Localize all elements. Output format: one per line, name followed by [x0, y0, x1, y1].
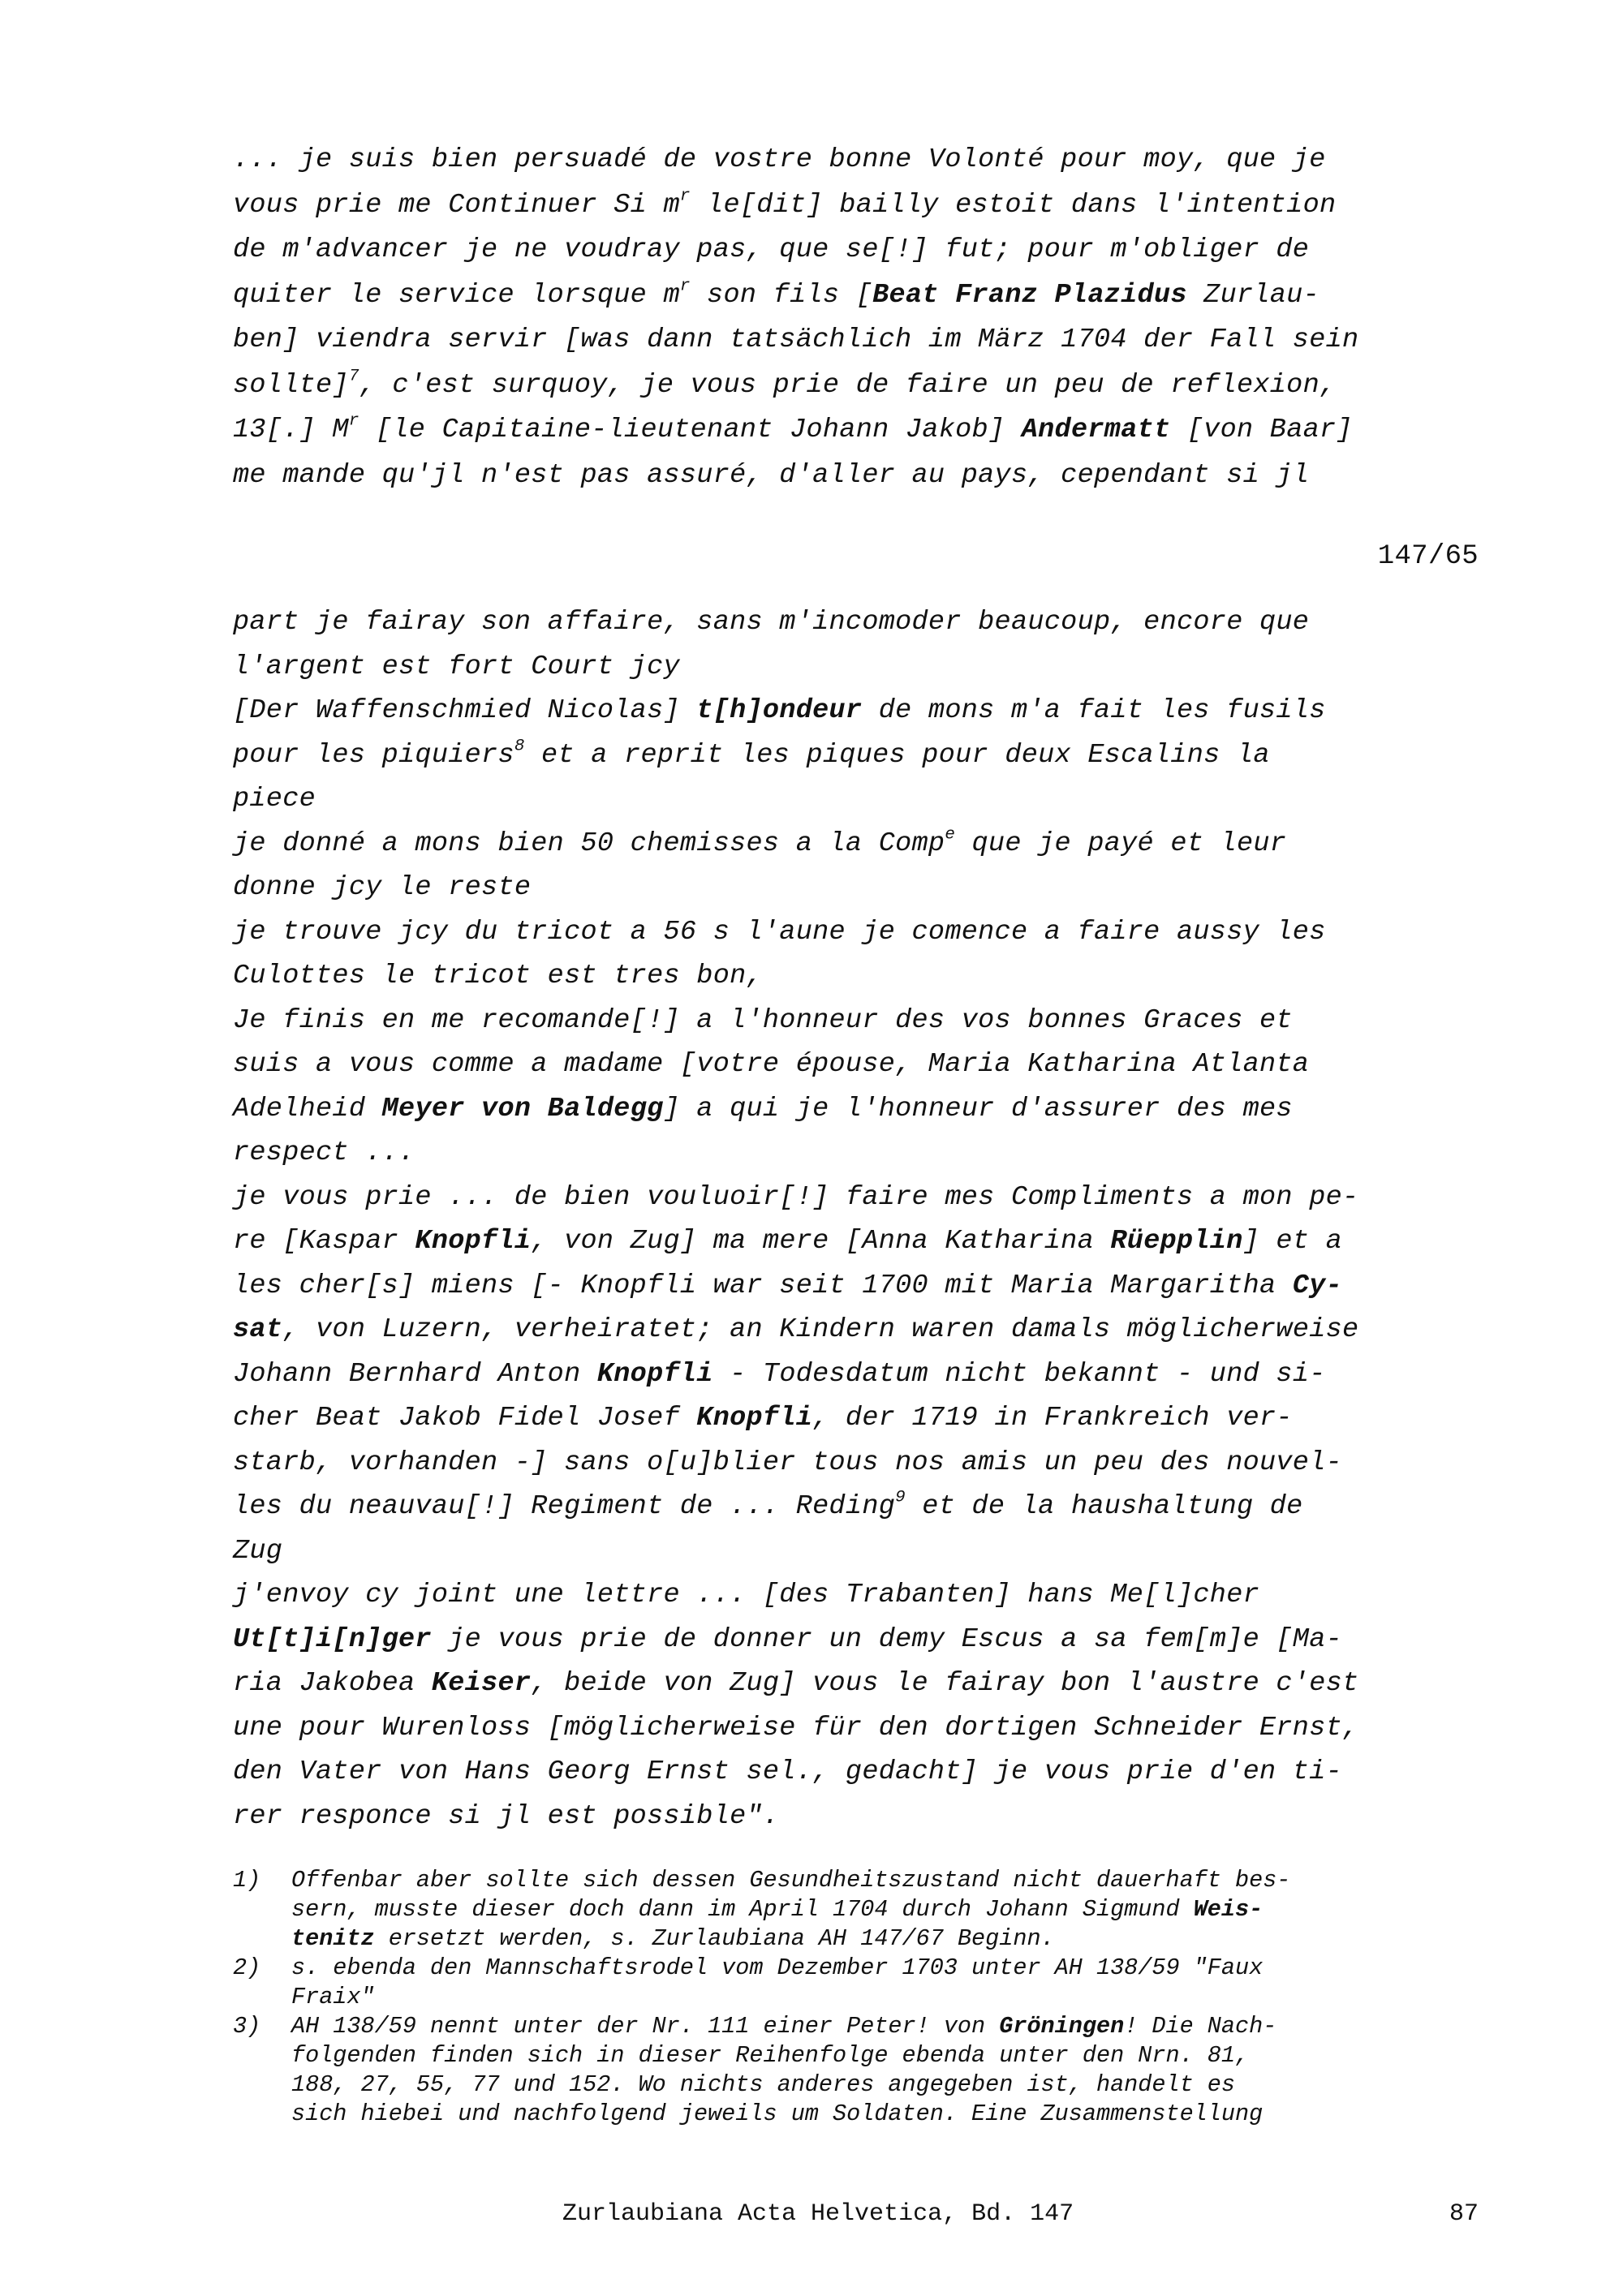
footnote-line [291, 1924, 1487, 1954]
text-line [233, 600, 1487, 645]
bold-name: Weis- [1193, 1896, 1264, 1923]
bold-name: Knopfli [596, 1358, 713, 1390]
text-run: Johann Bernhard Anton [233, 1358, 597, 1390]
text-run: Fraix" [291, 1984, 375, 2010]
text-run: je vous prie ... de bien vouluoir[!] faire mes Compliments a mon pe- [233, 1181, 1359, 1213]
footnote-number: 3) [233, 2013, 261, 2040]
text-line [233, 228, 1487, 273]
text-line [233, 999, 1487, 1043]
footnote-line [291, 1866, 1487, 1895]
text-run: donne jcy le reste [233, 872, 532, 903]
footnote-line [291, 2070, 1487, 2100]
bold-name: Knopfli [415, 1226, 532, 1257]
bold-name: Cy- [1292, 1270, 1343, 1301]
footnote-line [291, 2012, 1487, 2041]
text-run: ... je suis bien persuadé de vostre bonne Volonté pour moy, que je [233, 144, 1326, 175]
page-number: 87 [1449, 2200, 1479, 2228]
footnote [233, 1866, 1487, 1954]
text-run: Je finis en me recomande[!] a l'honneur des vos bonnes Graces et [233, 1004, 1293, 1036]
superscript: r [679, 186, 691, 205]
text-line [233, 1131, 1487, 1176]
text-run: sich hiebei und nachfolgend jeweils um Soldaten. Eine Zusammenstellung [291, 2100, 1264, 2127]
text-run: cher Beat Jakob Fidel Josef [233, 1403, 697, 1434]
text-line [233, 138, 1487, 183]
text-run: re [Kaspar [233, 1226, 415, 1257]
bold-name: sat [233, 1314, 283, 1345]
text-line [233, 1706, 1487, 1751]
text-run: de mons m'a fait les fusils [862, 695, 1326, 726]
text-run: , von Luzern, verheiratet; an Kindern waren damals möglicherweise [282, 1314, 1359, 1345]
text-line [233, 1264, 1487, 1309]
text-run: ben] viendra servir [was dann tatsächlich im März 1704 der Fall sein [233, 325, 1359, 355]
text-line [233, 866, 1487, 910]
text-line [233, 408, 1487, 454]
superscript: r [348, 411, 359, 431]
text-run: j'envoy cy joint une lettre ... [des Trabanten] hans Me[l]cher [233, 1580, 1260, 1610]
text-line [233, 1618, 1487, 1662]
text-run: sollte] [233, 369, 349, 401]
text-run: me mande qu'jl n'est pas assuré, d'aller au pays, cependant si jl [233, 459, 1310, 491]
text-run: [le Capitaine-lieutenant Johann Jakob] [359, 415, 1022, 445]
bold-name: Keiser [431, 1668, 532, 1699]
text-run: je vous prie de donner un demy Escus a sa fem[m]e [Ma- [431, 1623, 1343, 1655]
text-run: et a reprit les piques pour deux Escalins la [524, 739, 1270, 771]
text-line [233, 454, 1487, 499]
text-line [233, 1662, 1487, 1706]
superscript: 8 [514, 736, 525, 755]
text-line [233, 645, 1487, 690]
text-line [233, 822, 1487, 866]
text-line [233, 777, 1487, 822]
text-run: den Vater von Hans Georg Ernst sel., gedacht] je vous prie d'en ti- [233, 1756, 1343, 1787]
text-run: et de la haushaltung de [905, 1491, 1303, 1522]
text-run: , der 1719 in Frankreich ver- [812, 1403, 1293, 1434]
text-line [233, 1529, 1487, 1574]
bold-name: Andermatt [1021, 415, 1171, 445]
text-run: AH 138/59 nennt unter der Nr. 111 einer Peter! von [291, 2013, 1000, 2040]
archive-page-reference: 147/65 [1377, 541, 1479, 572]
text-line [233, 1795, 1487, 1839]
text-run: l'argent est fort Court jcy [233, 651, 680, 682]
text-run: ria Jakobea [233, 1668, 432, 1699]
text-run: - Todesdatum nicht bekannt - und si- [712, 1358, 1326, 1390]
superscript: 9 [895, 1488, 906, 1507]
bold-name: Ut[t]i[n]ger [233, 1623, 432, 1655]
footnote-line [291, 1954, 1487, 1983]
text-run: ersetzt werden, s. Zurlaubiana AH 147/67 Beginn. [374, 1925, 1055, 1952]
text-run: part je fairay son affaire, sans m'incomoder beaucoup, encore que [233, 607, 1310, 638]
footnotes [233, 1866, 1487, 2129]
text-run: ! Die Nach- [1124, 2013, 1277, 2040]
text-run: le[dit] bailly estoit dans l'intention [690, 189, 1337, 221]
text-line [233, 363, 1487, 409]
text-run: [Der Waffenschmied Nicolas] [233, 695, 697, 726]
text-line [233, 1485, 1487, 1529]
text-run: sern, musste dieser doch dann im April 1704 durch Johann Sigmund [291, 1896, 1194, 1923]
text-run: je trouve jcy du tricot a 56 s l'aune je comence a faire aussy les [233, 916, 1326, 948]
text-run: je donné a mons bien 50 chemisses a la Comp [233, 828, 945, 859]
text-line [233, 733, 1487, 778]
text-run: ] et a [1242, 1226, 1343, 1257]
letter-text-block-1 [233, 138, 1487, 498]
footnote-number: 1) [233, 1867, 261, 1894]
footnote-line [291, 1983, 1487, 2012]
text-run: de m'advancer je ne voudray pas, que se[!] fut; pour m'obliger de [233, 234, 1310, 265]
bold-name: Gröningen [999, 2013, 1125, 2040]
text-run: Offenbar aber sollte sich dessen Gesundheitszustand nicht dauerhaft bes- [291, 1867, 1291, 1894]
text-run: que je payé et leur [955, 828, 1287, 859]
text-line [233, 1219, 1487, 1264]
footnote-line [291, 2100, 1487, 2129]
text-line [233, 1750, 1487, 1795]
footnote-line [291, 1895, 1487, 1924]
text-line [233, 1441, 1487, 1486]
text-run: , von Zug] ma mere [Anna Katharina [531, 1226, 1111, 1257]
text-run: s. ebenda den Mannschaftsrodel vom Dezember 1703 unter AH 138/59 "Faux [291, 1954, 1264, 1981]
footnote [233, 2012, 1487, 2129]
superscript: 7 [348, 366, 359, 385]
text-run: respect ... [233, 1137, 415, 1168]
text-run: les du neauvau[!] Regiment de ... Reding [233, 1491, 896, 1522]
text-line [233, 689, 1487, 733]
footer-title: Zurlaubiana Acta Helvetica, Bd. 147 [562, 2200, 1074, 2228]
text-line [233, 1176, 1487, 1220]
footnote-number: 2) [233, 1954, 261, 1981]
text-line [233, 1308, 1487, 1352]
bold-name: Rüepplin [1110, 1226, 1243, 1257]
text-run: [von Baar] [1170, 415, 1353, 445]
text-run: Zurlau- [1186, 279, 1319, 311]
text-run: Culottes le tricot est tres bon, [233, 961, 763, 991]
superscript: r [679, 276, 691, 295]
text-run: une pour Wurenloss [möglicherweise für den dortigen Schneider Ernst, [233, 1712, 1359, 1743]
text-run: starb, vorhanden -] sans o[u]blier tous nos amis un peu des nouvel- [233, 1447, 1343, 1478]
text-line [233, 1396, 1487, 1441]
text-run: , c'est surquoy, je vous prie de faire un peu de reflexion, [359, 369, 1337, 401]
text-line [233, 318, 1487, 363]
text-run: les cher[s] miens [- Knopfli war seit 1700 mit Maria Margaritha [233, 1270, 1293, 1301]
text-run: Zug [233, 1535, 283, 1567]
bold-name: Knopfli [696, 1403, 813, 1434]
text-line [233, 954, 1487, 999]
text-run: folgenden finden sich in dieser Reihenfolge ebenda unter den Nrn. 81, [291, 2042, 1250, 2069]
text-line [233, 273, 1487, 319]
text-run: quiter le service lorsque m [233, 279, 680, 311]
text-line [233, 1573, 1487, 1618]
text-run: son fils [ [690, 279, 873, 311]
superscript: e [945, 824, 956, 844]
text-run: Adelheid [233, 1093, 382, 1124]
letter-text-block-2 [233, 600, 1487, 1838]
text-run: rer responce si jl est possible". [233, 1800, 780, 1832]
text-run: suis a vous comme a madame [votre épouse, Maria Katharina Atlanta [233, 1049, 1310, 1080]
text-run: ] a qui je l'honneur d'assurer des mes [663, 1093, 1293, 1124]
text-run: piece [233, 784, 316, 815]
text-line [233, 1352, 1487, 1397]
bold-name: tenitz [291, 1925, 375, 1952]
text-run: 188, 27, 55, 77 und 152. Wo nichts anderes angegeben ist, handelt es [291, 2071, 1235, 2098]
bold-name: t[h]ondeur [696, 695, 863, 726]
bold-name: Beat Franz Plazidus [872, 279, 1187, 311]
text-run: , beide von Zug] vous le fairay bon l'austre c'est [531, 1668, 1359, 1699]
text-run: pour les piquiers [233, 739, 514, 771]
footnote [233, 1954, 1487, 2012]
bold-name: Meyer von Baldegg [381, 1093, 664, 1124]
footnote-line [291, 2041, 1487, 2070]
text-line [233, 1043, 1487, 1087]
text-run: 13[.] M [233, 415, 349, 445]
text-line [233, 1087, 1487, 1132]
text-line [233, 910, 1487, 955]
text-run: vous prie me Continuer Si m [233, 189, 680, 221]
text-line [233, 183, 1487, 229]
